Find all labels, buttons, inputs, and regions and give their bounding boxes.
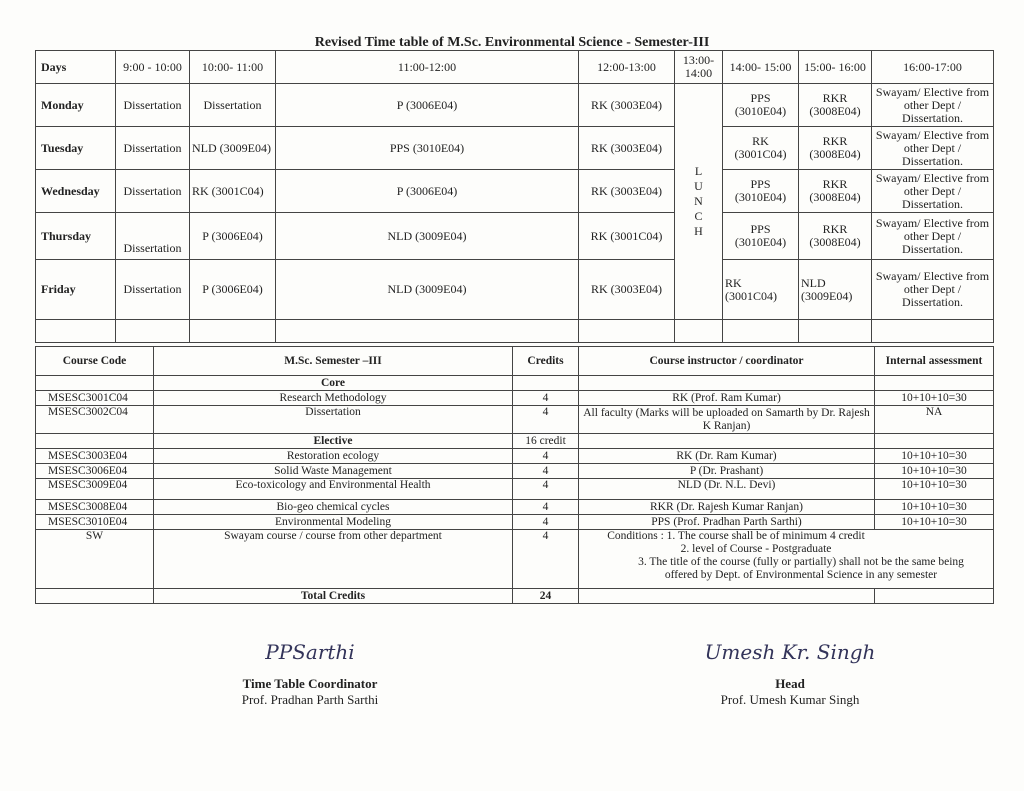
header-slot-7: 15:00- 16:00 <box>799 51 872 84</box>
empty-cell <box>579 434 875 449</box>
header-slot-4: 12:00-13:00 <box>579 51 675 84</box>
course-code: MSESC3003E04 <box>36 449 154 464</box>
lunch-letter: N <box>694 194 703 208</box>
course-row <box>36 464 994 479</box>
cell: RK (3003E04) <box>579 260 675 320</box>
blank-cell <box>36 320 116 343</box>
header-slot-6: 14:00- 15:00 <box>723 51 799 84</box>
cell: Swayam/ Elective from other Dept / Dissertation. <box>872 170 994 213</box>
lunch-letter: H <box>694 224 703 238</box>
header-instructor: Course instructor / coordinator <box>579 347 875 376</box>
cell: Dissertation <box>190 84 276 127</box>
condition-line: 3. The title of the course (fully or partially) shall not be the same being offered by Dept. of Environmental Science in any semester <box>638 556 964 581</box>
header-assessment: Internal assessment <box>875 347 994 376</box>
day-row-monday <box>36 84 994 127</box>
course-code: MSESC3006E04 <box>36 464 154 479</box>
day-row-tuesday <box>36 127 994 170</box>
cell: Swayam/ Elective from other Dept / Dissertation. <box>872 260 994 320</box>
day-row-wednesday <box>36 170 994 213</box>
cell: NLD (3009E04) <box>276 260 579 320</box>
cell: RK (3001C04) <box>579 213 675 260</box>
condition-line: Conditions : 1. The course shall be of minimum 4 credit <box>607 530 865 542</box>
signature-name: Prof. Umesh Kumar Singh <box>720 692 860 707</box>
cell: PPS (3010E04) <box>276 127 579 170</box>
header-days: Days <box>36 51 116 84</box>
course-instructor: NLD (Dr. N.L. Devi) <box>579 479 875 500</box>
core-label-row <box>36 376 994 391</box>
cell: PPS (3010E04) <box>723 213 799 260</box>
course-credits: 4 <box>513 515 579 530</box>
cell: RK (3001C04) <box>723 260 799 320</box>
course-table <box>35 346 994 604</box>
course-name: Restoration ecology <box>154 449 513 464</box>
cell: NLD (3009E04) <box>276 213 579 260</box>
course-name: Dissertation <box>154 406 513 434</box>
course-code: MSESC3001C04 <box>36 391 154 406</box>
empty-cell <box>36 434 154 449</box>
course-row <box>36 406 994 434</box>
timetable <box>35 50 994 343</box>
blank-cell <box>872 320 994 343</box>
cell: Dissertation <box>116 127 190 170</box>
signature-coordinator <box>215 640 405 708</box>
cell: RK (3003E04) <box>579 127 675 170</box>
course-instructor: PPS (Prof. Pradhan Parth Sarthi) <box>579 515 875 530</box>
course-code: SW <box>36 530 154 589</box>
course-code: MSESC3009E04 <box>36 479 154 500</box>
course-assessment: 10+10+10=30 <box>875 464 994 479</box>
blank-row <box>36 320 994 343</box>
cell: NLD (3009E04) <box>799 260 872 320</box>
cell: P (3006E04) <box>190 213 276 260</box>
course-credits: 4 <box>513 406 579 434</box>
course-code: MSESC3008E04 <box>36 500 154 515</box>
cell: P (3006E04) <box>276 170 579 213</box>
day-name: Thursday <box>36 213 116 260</box>
course-instructor: RK (Dr. Ram Kumar) <box>579 449 875 464</box>
header-course-code: Course Code <box>36 347 154 376</box>
course-row <box>36 479 994 500</box>
day-name: Friday <box>36 260 116 320</box>
course-assessment: NA <box>875 406 994 434</box>
blank-cell <box>675 320 723 343</box>
course-name: Bio-geo chemical cycles <box>154 500 513 515</box>
course-conditions <box>579 530 994 589</box>
signature-role: Time Table Coordinator <box>242 676 378 691</box>
course-credits: 4 <box>513 449 579 464</box>
lunch-cell <box>675 84 723 320</box>
lunch-letter: U <box>694 179 703 193</box>
lunch-letter: L <box>694 164 703 178</box>
empty-cell <box>579 376 875 391</box>
empty-cell <box>36 589 154 604</box>
empty-cell <box>36 376 154 391</box>
day-row-thursday <box>36 213 994 260</box>
blank-cell <box>190 320 276 343</box>
cell: NLD (3009E04) <box>190 127 276 170</box>
course-name: Research Methodology <box>154 391 513 406</box>
course-name: Solid Waste Management <box>154 464 513 479</box>
course-row <box>36 500 994 515</box>
cell: Dissertation <box>116 213 190 260</box>
cell: Swayam/ Elective from other Dept / Dissertation. <box>872 127 994 170</box>
swayam-row <box>36 530 994 589</box>
cell: PPS (3010E04) <box>723 84 799 127</box>
blank-cell <box>276 320 579 343</box>
empty-cell <box>875 434 994 449</box>
header-slot-8: 16:00-17:00 <box>872 51 994 84</box>
course-credits: 4 <box>513 479 579 500</box>
course-credits: 4 <box>513 464 579 479</box>
timetable-header-row <box>36 51 994 84</box>
empty-cell <box>875 589 994 604</box>
elective-label: Elective <box>154 434 513 449</box>
course-row <box>36 449 994 464</box>
signature-role: Head <box>775 676 805 691</box>
course-credits: 4 <box>513 391 579 406</box>
course-instructor: All faculty (Marks will be uploaded on Samarth by Dr. Rajesh K Ranjan) <box>579 406 875 434</box>
course-name: Swayam course / course from other department <box>154 530 513 589</box>
cell: RKR (3008E04) <box>799 213 872 260</box>
cell: Swayam/ Elective from other Dept / Dissertation. <box>872 84 994 127</box>
course-row <box>36 515 994 530</box>
blank-cell <box>799 320 872 343</box>
course-assessment: 10+10+10=30 <box>875 515 994 530</box>
empty-cell <box>579 589 875 604</box>
total-credits: 24 <box>513 589 579 604</box>
total-row <box>36 589 994 604</box>
course-name: Eco-toxicology and Environmental Health <box>154 479 513 500</box>
header-slot-5: 13:00- 14:00 <box>675 51 723 84</box>
cell: Dissertation <box>116 170 190 213</box>
cell: RK (3003E04) <box>579 84 675 127</box>
course-instructor: RKR (Dr. Rajesh Kumar Ranjan) <box>579 500 875 515</box>
course-assessment: 10+10+10=30 <box>875 500 994 515</box>
day-name: Tuesday <box>36 127 116 170</box>
day-row-friday <box>36 260 994 320</box>
signature-mark: Umesh Kr. Singh <box>704 640 876 664</box>
course-row <box>36 391 994 406</box>
cell: RKR (3008E04) <box>799 170 872 213</box>
course-assessment: 10+10+10=30 <box>875 479 994 500</box>
elective-label-row <box>36 434 994 449</box>
course-name: Environmental Modeling <box>154 515 513 530</box>
header-semester: M.Sc. Semester –III <box>154 347 513 376</box>
cell: RKR (3008E04) <box>799 84 872 127</box>
empty-cell <box>513 376 579 391</box>
lunch-letter: C <box>694 209 703 223</box>
cell: RK (3001C04) <box>723 127 799 170</box>
cell: Swayam/ Elective from other Dept / Dissertation. <box>872 213 994 260</box>
cell: RK (3003E04) <box>579 170 675 213</box>
cell: PPS (3010E04) <box>723 170 799 213</box>
course-instructor: RK (Prof. Ram Kumar) <box>579 391 875 406</box>
course-assessment: 10+10+10=30 <box>875 391 994 406</box>
header-slot-1: 9:00 - 10:00 <box>116 51 190 84</box>
cell: P (3006E04) <box>276 84 579 127</box>
cell: RK (3001C04) <box>190 170 276 213</box>
signature-mark: PPSarthi <box>265 640 355 664</box>
course-instructor: P (Dr. Prashant) <box>579 464 875 479</box>
blank-cell <box>579 320 675 343</box>
cell: Dissertation <box>116 260 190 320</box>
header-slot-2: 10:00- 11:00 <box>190 51 276 84</box>
total-label: Total Credits <box>154 589 513 604</box>
day-name: Monday <box>36 84 116 127</box>
document-title: Revised Time table of M.Sc. Environmental Science - Semester-III <box>314 35 710 50</box>
day-name: Wednesday <box>36 170 116 213</box>
signature-name: Prof. Pradhan Parth Sarthi <box>241 692 379 707</box>
elective-credits: 16 credit <box>513 434 579 449</box>
course-code: MSESC3002C04 <box>36 406 154 434</box>
course-credits: 4 <box>513 530 579 589</box>
signature-head <box>695 640 885 708</box>
core-label: Core <box>154 376 513 391</box>
cell: Dissertation <box>116 84 190 127</box>
cell: P (3006E04) <box>190 260 276 320</box>
course-assessment: 10+10+10=30 <box>875 449 994 464</box>
blank-cell <box>723 320 799 343</box>
course-credits: 4 <box>513 500 579 515</box>
empty-cell <box>875 376 994 391</box>
course-header-row <box>36 347 994 376</box>
course-code: MSESC3010E04 <box>36 515 154 530</box>
cell: RKR (3008E04) <box>799 127 872 170</box>
blank-cell <box>116 320 190 343</box>
header-credits: Credits <box>513 347 579 376</box>
condition-line: 2. level of Course - Postgraduate <box>680 543 832 555</box>
header-slot-3: 11:00-12:00 <box>276 51 579 84</box>
